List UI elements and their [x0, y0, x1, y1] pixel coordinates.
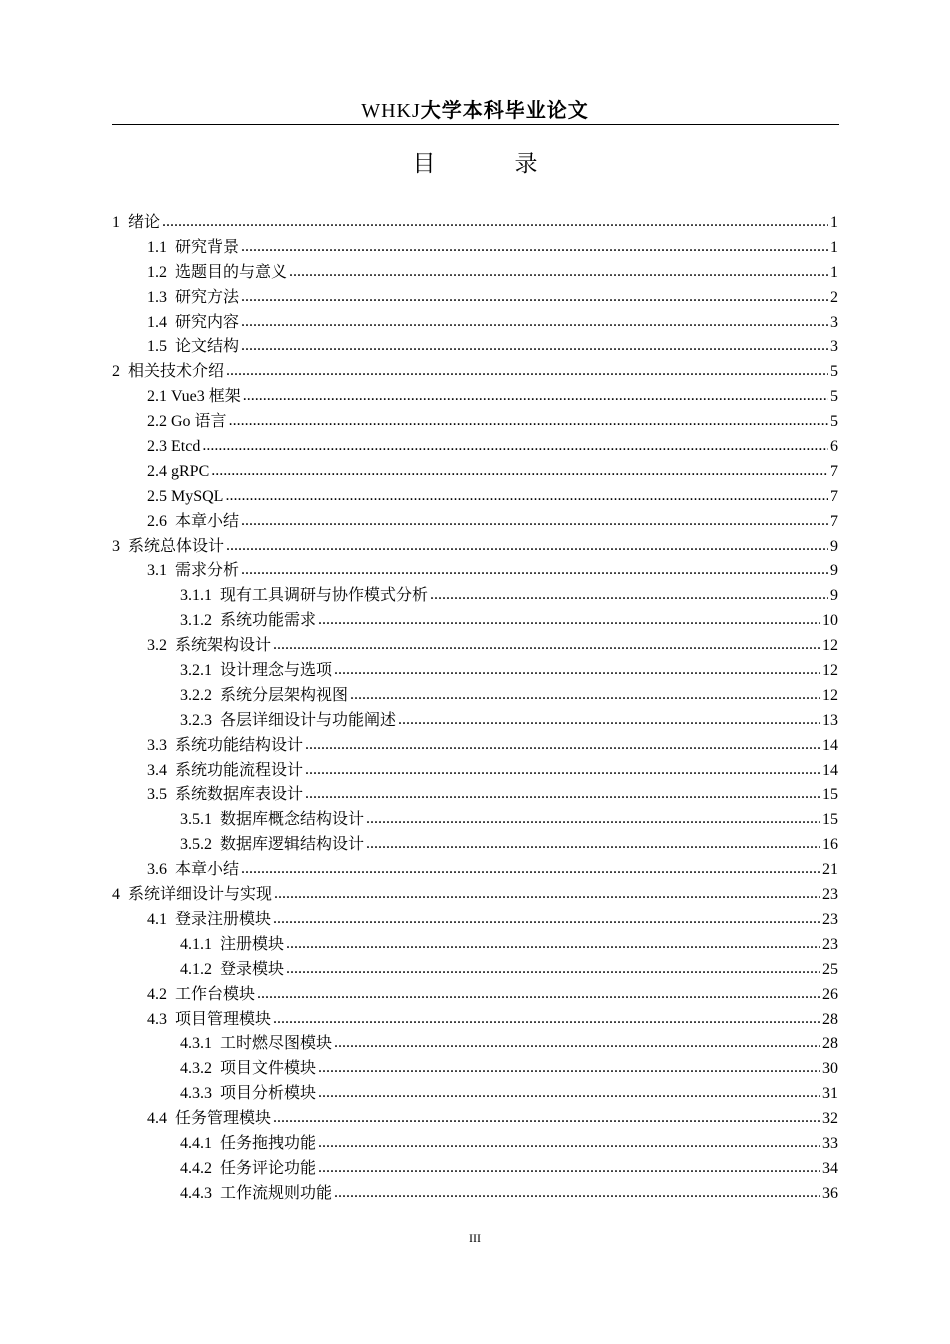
toc-entry-page: 15	[822, 786, 838, 804]
toc-entry[interactable]	[112, 1132, 838, 1157]
toc-dot-leader	[318, 1131, 820, 1156]
toc-entry[interactable]	[112, 535, 838, 560]
toc-entry-number: 4.4	[147, 1110, 167, 1128]
toc-entry-page: 21	[822, 861, 838, 879]
toc-dot-leader	[225, 484, 828, 509]
toc-entry-page: 3	[830, 313, 838, 331]
toc-entry-number: 2.3	[147, 438, 167, 456]
toc-dot-leader	[273, 907, 820, 932]
toc-entry-page: 6	[830, 438, 838, 456]
toc-entry-number: 4.4.3	[180, 1184, 212, 1202]
toc-entry[interactable]	[112, 759, 838, 784]
toc-entry[interactable]	[112, 385, 838, 410]
toc-entry-label: 工作台模块	[175, 985, 256, 1003]
toc-entry-number: 1.2	[147, 263, 167, 281]
toc-entry[interactable]	[112, 833, 838, 858]
toc-entry-number: 3.5.1	[180, 811, 212, 829]
toc-entry-page: 9	[830, 587, 838, 605]
toc-entry-label: 任务拖拽功能	[220, 1134, 317, 1152]
toc-entry-page: 2	[830, 288, 838, 306]
header-title: 大学本科毕业论文	[420, 98, 589, 122]
toc-entry-label: 任务评论功能	[220, 1159, 317, 1177]
toc-entry-label: 论文结构	[175, 338, 240, 356]
toc-entry-label: 登录注册模块	[175, 910, 272, 928]
toc-entry-label: 系统详细设计与实现	[128, 886, 273, 904]
toc-entry-page: 5	[830, 363, 838, 381]
toc-entry[interactable]	[112, 634, 838, 659]
toc-entry-page: 10	[822, 612, 838, 630]
toc-entry-page: 7	[830, 462, 838, 480]
toc-entry-label: gRPC	[171, 462, 210, 480]
toc-entry-number: 3.1.2	[180, 612, 212, 630]
toc-entry-number: 2	[112, 363, 120, 381]
toc-dot-leader	[305, 758, 820, 783]
toc-entry-number: 3.2.2	[180, 686, 212, 704]
toc-entry-number: 1.3	[147, 288, 167, 306]
toc-entry-number: 4	[112, 886, 120, 904]
toc-entry-page: 33	[822, 1134, 838, 1152]
toc-entry-number: 3.6	[147, 861, 167, 879]
toc-entry-number: 3.3	[147, 736, 167, 754]
toc-entry-number: 4.4.2	[180, 1159, 212, 1177]
toc-entry[interactable]	[112, 485, 838, 510]
toc-entry-label: 本章小结	[175, 861, 240, 879]
toc-entry[interactable]	[112, 908, 838, 933]
toc-dot-leader	[241, 334, 828, 359]
toc-entry-label: 登录模块	[220, 960, 285, 978]
toc-entry-page: 16	[822, 836, 838, 854]
toc-entry[interactable]	[112, 1157, 838, 1182]
toc-entry-number: 4.4.1	[180, 1134, 212, 1152]
toc-dot-leader	[241, 285, 828, 310]
toc-dot-leader	[274, 882, 820, 907]
toc-entry-number: 4.2	[147, 985, 167, 1003]
toc-dot-leader	[289, 260, 828, 285]
toc-dot-leader	[305, 733, 820, 758]
toc-entry-number: 3.2.1	[180, 662, 212, 680]
toc-entry-label: 系统分层架构视图	[220, 686, 349, 704]
toc-entry[interactable]	[112, 734, 838, 759]
table-of-contents	[112, 211, 838, 1207]
toc-dot-leader	[334, 1031, 820, 1056]
toc-dot-leader	[286, 957, 820, 982]
toc-entry[interactable]	[112, 311, 838, 336]
toc-entry[interactable]	[112, 983, 838, 1008]
toc-entry-page: 14	[822, 761, 838, 779]
toc-dot-leader	[318, 1056, 820, 1081]
toc-entry[interactable]	[112, 236, 838, 261]
toc-entry-label: 研究背景	[175, 238, 240, 256]
toc-title: 目 录	[412, 151, 566, 177]
toc-dot-leader	[305, 782, 820, 807]
toc-entry-page: 1	[830, 238, 838, 256]
toc-entry-label: Go 语言	[171, 413, 227, 431]
page-number: III	[469, 1231, 481, 1245]
toc-dot-leader	[211, 459, 828, 484]
toc-dot-leader	[241, 310, 828, 335]
toc-dot-leader	[334, 1181, 820, 1206]
toc-entry-page: 32	[822, 1110, 838, 1128]
toc-entry[interactable]	[112, 808, 838, 833]
toc-entry[interactable]	[112, 1057, 838, 1082]
toc-entry[interactable]	[112, 883, 838, 908]
toc-entry-number: 3.2.3	[180, 711, 212, 729]
toc-dot-leader	[241, 235, 828, 260]
toc-entry[interactable]	[112, 335, 838, 360]
toc-entry-number: 4.3.1	[180, 1035, 212, 1053]
toc-entry-number: 4.1.2	[180, 960, 212, 978]
toc-entry[interactable]	[112, 684, 838, 709]
toc-entry-label: 研究内容	[175, 313, 240, 331]
toc-dot-leader	[273, 1007, 820, 1032]
toc-entry-label: 项目分析模块	[220, 1085, 317, 1103]
toc-entry-number: 3.2	[147, 637, 167, 655]
toc-entry-number: 3.1.1	[180, 587, 212, 605]
toc-entry-number: 3.1	[147, 562, 167, 580]
toc-entry-label: Etcd	[171, 438, 201, 456]
toc-entry[interactable]	[112, 460, 838, 485]
toc-entry[interactable]	[112, 958, 838, 983]
toc-dot-leader	[162, 210, 828, 235]
toc-entry-page: 13	[822, 711, 838, 729]
toc-entry-page: 12	[822, 662, 838, 680]
toc-entry[interactable]	[112, 435, 838, 460]
toc-entry-page: 25	[822, 960, 838, 978]
toc-entry-label: 工作流规则功能	[220, 1184, 333, 1202]
toc-dot-leader	[430, 583, 828, 608]
toc-entry-number: 4.1	[147, 910, 167, 928]
toc-dot-leader	[241, 558, 828, 583]
toc-entry[interactable]	[112, 261, 838, 286]
toc-entry-label: 设计理念与选项	[220, 662, 333, 680]
toc-entry-label: 系统总体设计	[128, 537, 225, 555]
toc-entry-label: 各层详细设计与功能阐述	[220, 711, 397, 729]
toc-entry-number: 4.3.3	[180, 1085, 212, 1103]
toc-dot-leader	[318, 1156, 820, 1181]
toc-dot-leader	[226, 534, 828, 559]
toc-dot-leader	[273, 633, 820, 658]
running-header	[0, 94, 950, 123]
toc-entry-label: 任务管理模块	[175, 1110, 272, 1128]
toc-dot-leader	[257, 982, 820, 1007]
toc-entry[interactable]	[112, 559, 838, 584]
toc-dot-leader	[366, 832, 820, 857]
toc-entry-label: MySQL	[171, 487, 224, 505]
toc-entry[interactable]	[112, 584, 838, 609]
toc-entry-page: 9	[830, 562, 838, 580]
toc-entry-label: 研究方法	[175, 288, 240, 306]
toc-entry[interactable]	[112, 858, 838, 883]
toc-entry-label: 需求分析	[175, 562, 240, 580]
toc-entry[interactable]	[112, 933, 838, 958]
toc-entry-page: 23	[822, 935, 838, 953]
toc-dot-leader	[229, 409, 828, 434]
toc-entry-number: 4.1.1	[180, 935, 212, 953]
toc-entry-label: 系统数据库表设计	[175, 786, 304, 804]
toc-entry-number: 2.1	[147, 388, 167, 406]
toc-entry-number: 3.5.2	[180, 836, 212, 854]
toc-entry-number: 3	[112, 537, 120, 555]
toc-entry-label: 工时燃尽图模块	[220, 1035, 333, 1053]
toc-dot-leader	[398, 708, 820, 733]
toc-entry-label: 系统架构设计	[175, 637, 272, 655]
header-rule	[112, 124, 839, 125]
toc-dot-leader	[366, 807, 820, 832]
toc-entry-number: 4.3	[147, 1010, 167, 1028]
toc-entry[interactable]	[112, 783, 838, 808]
toc-entry[interactable]	[112, 1032, 838, 1057]
toc-dot-leader	[350, 683, 820, 708]
toc-entry-number: 1.4	[147, 313, 167, 331]
toc-entry-number: 3.5	[147, 786, 167, 804]
toc-entry-page: 12	[822, 637, 838, 655]
toc-entry-page: 3	[830, 338, 838, 356]
toc-entry-page: 1	[830, 263, 838, 281]
toc-entry-label: 数据库概念结构设计	[220, 811, 365, 829]
toc-entry-label: 数据库逻辑结构设计	[220, 836, 365, 854]
toc-entry-number: 1.1	[147, 238, 167, 256]
toc-entry-label: 项目文件模块	[220, 1060, 317, 1078]
toc-entry[interactable]	[112, 410, 838, 435]
toc-entry-label: 注册模块	[220, 935, 285, 953]
toc-dot-leader	[286, 932, 820, 957]
toc-entry-label: 系统功能需求	[220, 612, 317, 630]
toc-entry-page: 14	[822, 736, 838, 754]
toc-entry-label: 系统功能结构设计	[175, 736, 304, 754]
toc-dot-leader	[273, 1106, 820, 1131]
toc-entry-page: 31	[822, 1085, 838, 1103]
toc-entry-page: 23	[822, 910, 838, 928]
toc-entry-number: 2.4	[147, 462, 167, 480]
toc-entry-page: 9	[830, 537, 838, 555]
toc-entry[interactable]	[112, 659, 838, 684]
toc-entry-page: 15	[822, 811, 838, 829]
toc-dot-leader	[202, 434, 828, 459]
toc-entry-number: 2.5	[147, 487, 167, 505]
toc-dot-leader	[318, 1081, 820, 1106]
toc-entry-page: 5	[830, 413, 838, 431]
toc-dot-leader	[226, 359, 828, 384]
toc-dot-leader	[243, 384, 828, 409]
toc-entry-page: 28	[822, 1035, 838, 1053]
toc-entry[interactable]	[112, 1182, 838, 1207]
toc-dot-leader	[241, 857, 820, 882]
toc-entry-number: 3.4	[147, 761, 167, 779]
toc-entry[interactable]	[112, 360, 838, 385]
toc-entry-number: 2.2	[147, 413, 167, 431]
toc-entry-page: 28	[822, 1010, 838, 1028]
toc-entry[interactable]	[112, 609, 838, 634]
toc-entry-number: 2.6	[147, 512, 167, 530]
toc-entry-page: 26	[822, 985, 838, 1003]
toc-entry-page: 36	[822, 1184, 838, 1202]
toc-entry-number: 4.3.2	[180, 1060, 212, 1078]
toc-entry-label: 相关技术介绍	[128, 363, 225, 381]
toc-entry-page: 7	[830, 487, 838, 505]
toc-entry-page: 30	[822, 1060, 838, 1078]
toc-entry-page: 5	[830, 388, 838, 406]
toc-dot-leader	[241, 509, 828, 534]
toc-entry-number: 1.5	[147, 338, 167, 356]
toc-dot-leader	[318, 608, 820, 633]
toc-entry[interactable]	[112, 1107, 838, 1132]
toc-entry[interactable]	[112, 709, 838, 734]
toc-entry-label: 项目管理模块	[175, 1010, 272, 1028]
toc-dot-leader	[334, 658, 820, 683]
toc-entry-label: Vue3 框架	[171, 388, 241, 406]
toc-entry-page: 34	[822, 1159, 838, 1177]
toc-entry-number: 1	[112, 214, 120, 231]
toc-entry[interactable]	[112, 286, 838, 311]
toc-entry-page: 7	[830, 512, 838, 530]
toc-entry-label: 现有工具调研与协作模式分析	[220, 587, 429, 605]
toc-entry-page: 12	[822, 686, 838, 704]
toc-entry-page: 1	[830, 214, 838, 231]
toc-entry[interactable]	[112, 1008, 838, 1033]
toc-entry-label: 绪论	[128, 214, 161, 231]
toc-entry[interactable]	[112, 211, 838, 236]
toc-entry-label: 本章小结	[175, 512, 240, 530]
toc-entry-label: 选题目的与意义	[175, 263, 288, 281]
toc-entry-label: 系统功能流程设计	[175, 761, 304, 779]
toc-entry[interactable]	[112, 1082, 838, 1107]
toc-entry[interactable]	[112, 510, 838, 535]
header-latin: WHKJ	[361, 100, 421, 122]
toc-entry-page: 23	[822, 886, 838, 904]
